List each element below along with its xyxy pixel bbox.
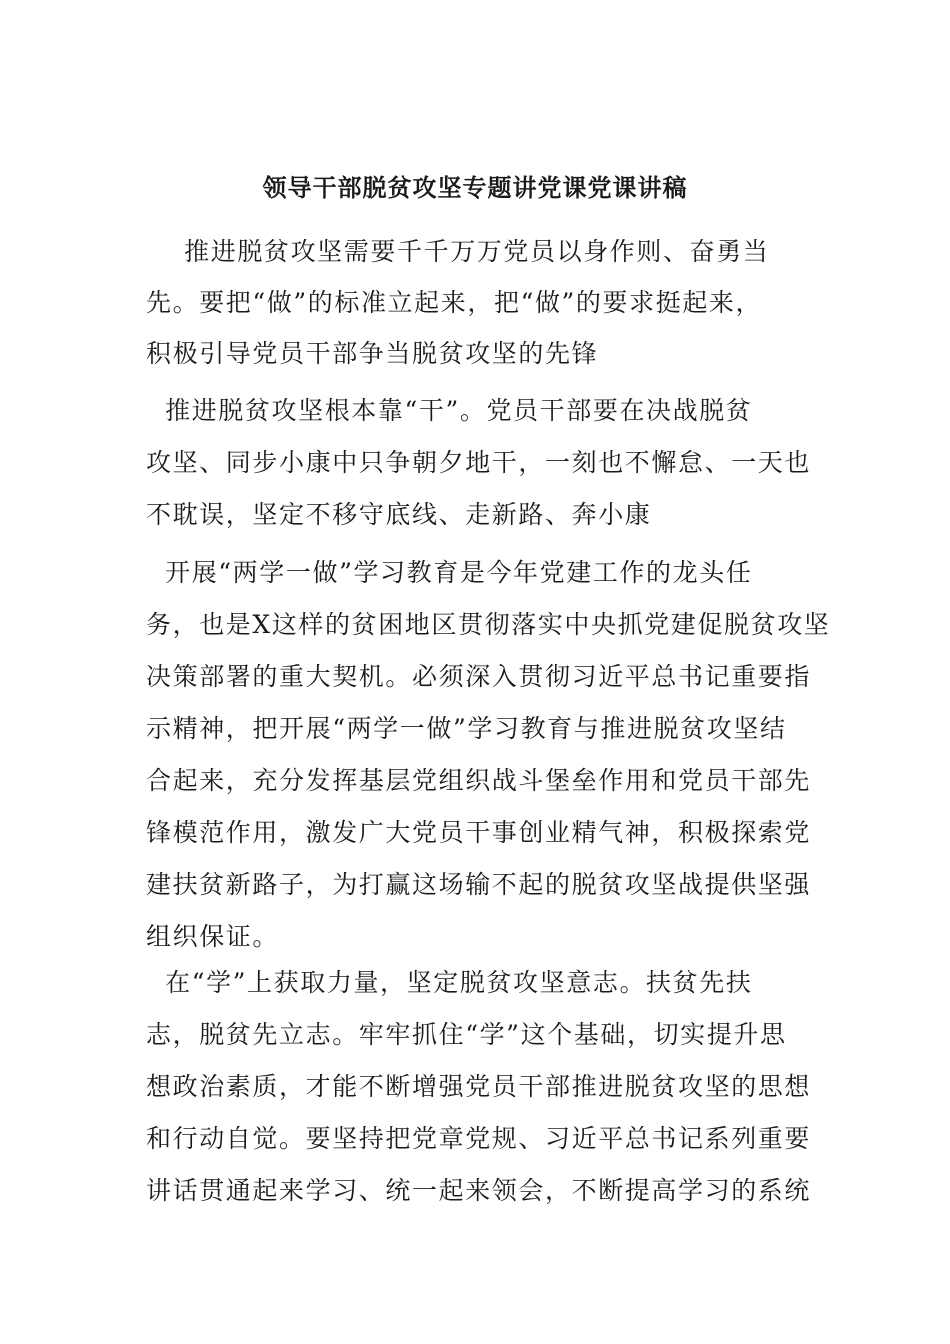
paragraph-3 <box>146 547 831 963</box>
paragraph-2 <box>146 385 816 541</box>
text-line: 锋模范作用，激发广大党员干事创业精气神，积极探索党 <box>146 818 812 847</box>
text-line: 决策部署的重大契机。必须深入贯彻习近平总书记重要指 <box>146 662 812 691</box>
text-line: 攻坚、同步小康中只争朝夕地干，一刻也不懈怠、一天也 <box>146 448 812 477</box>
text-line: 先。要把“做”的标准立起来，把“做”的要求挺起来， <box>146 288 763 317</box>
text-line: 建扶贫新路子，为打赢这场输不起的脱贫攻坚战提供坚强 <box>146 870 812 899</box>
text-line: 组织保证。 <box>146 922 280 951</box>
text-line: 讲话贯通起来学习、统一起来领会，不断提高学习的系统 <box>146 1176 812 1205</box>
text-line: 不耽误，坚定不移守底线、走新路、奔小康 <box>146 500 652 529</box>
text-line: 积极引导党员干部争当脱贫攻坚的先锋 <box>146 339 599 368</box>
text-line: 和行动自觉。要坚持把党章党规、习近平总书记系列重要 <box>146 1124 812 1153</box>
text-line: 在“学”上获取力量，坚定脱贫攻坚意志。扶贫先扶 <box>146 968 753 997</box>
text-line: 志，脱贫先立志。牢牢抓住“学”这个基础，切实提升思 <box>146 1020 787 1049</box>
text-line: 开展“两学一做”学习教育是今年党建工作的龙头任 <box>146 558 753 587</box>
text-line: 务，也是X这样的贫困地区贯彻落实中央抓党建促脱贫攻坚 <box>146 610 831 639</box>
document-title: 领导干部脱贫攻坚专题讲党课党课讲稿 <box>262 174 688 202</box>
text-line: 示精神，把开展“两学一做”学习教育与推进脱贫攻坚结 <box>146 714 787 743</box>
paragraph-4 <box>146 957 816 1217</box>
text-line: 想政治素质，才能不断增强党员干部推进脱贫攻坚的思想 <box>146 1072 812 1101</box>
text-line: 推进脱贫攻坚根本靠“干”。党员干部要在决战脱贫 <box>146 396 753 425</box>
text-line: 合起来，充分发挥基层党组织战斗堡垒作用和党员干部先 <box>146 766 812 795</box>
text-line: 推进脱贫攻坚需要千千万万党员以身作则、奋勇当 <box>146 237 770 266</box>
paragraph-1 <box>146 226 816 379</box>
